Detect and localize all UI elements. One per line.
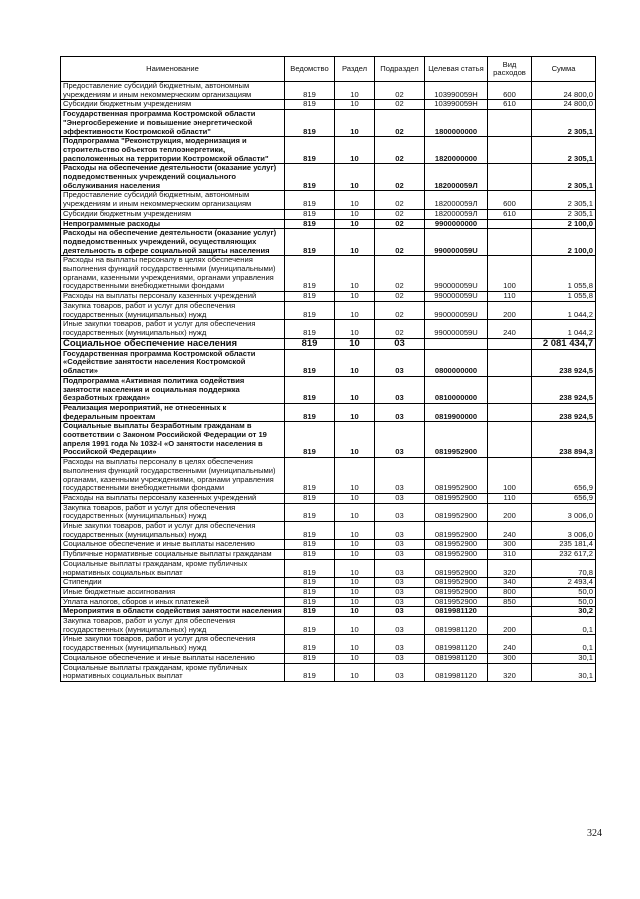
cell-celevaya-statya: 990000059U xyxy=(425,292,488,302)
table-row xyxy=(61,578,596,588)
cell-vid-raskhodov xyxy=(488,219,532,229)
cell-name: Расходы на выплаты персоналу казенных учреждений xyxy=(61,292,285,302)
cell-podrazdel: 03 xyxy=(375,559,425,577)
cell-summa: 2 100,0 xyxy=(532,229,596,256)
table-row xyxy=(61,349,596,376)
cell-name: Иные бюджетные ассигнования xyxy=(61,587,285,597)
cell-name: Реализация мероприятий, не отнесенных к федеральным проектам xyxy=(61,403,285,421)
cell-vid-raskhodov: 300 xyxy=(488,540,532,550)
cell-vid-raskhodov: 610 xyxy=(488,100,532,110)
cell-name: Социальные выплаты гражданам, кроме публичных нормативных социальных выплат xyxy=(61,559,285,577)
cell-name: Предоставление субсидий бюджетным, автономным учреждениям и иным некоммерческим организациям xyxy=(61,191,285,209)
cell-celevaya-statya: 0819952900 xyxy=(425,458,488,494)
cell-vid-raskhodov: 850 xyxy=(488,597,532,607)
cell-name: Социальные выплаты гражданам, кроме публичных нормативных социальных выплат xyxy=(61,663,285,681)
cell-podrazdel: 03 xyxy=(375,349,425,376)
cell-celevaya-statya: 0819952900 xyxy=(425,559,488,577)
cell-summa: 2 493,4 xyxy=(532,578,596,588)
cell-summa: 2 305,1 xyxy=(532,209,596,219)
cell-podrazdel: 03 xyxy=(375,522,425,540)
cell-celevaya-statya: 0819952900 xyxy=(425,522,488,540)
cell-razdel: 10 xyxy=(335,663,375,681)
table-row xyxy=(61,403,596,421)
cell-vedomstvo: 819 xyxy=(285,587,335,597)
cell-podrazdel: 02 xyxy=(375,191,425,209)
cell-vedomstvo: 819 xyxy=(285,219,335,229)
cell-name: Расходы на выплаты персоналу в целях обеспечения выполнения функций государственными (муниципальными) органами, казенными учреждениями, органами управления государственными внебюджетными фондами xyxy=(61,256,285,292)
cell-razdel: 10 xyxy=(335,137,375,164)
cell-vedomstvo: 819 xyxy=(285,229,335,256)
cell-podrazdel: 03 xyxy=(375,578,425,588)
cell-podrazdel: 02 xyxy=(375,110,425,137)
cell-razdel: 10 xyxy=(335,338,375,349)
cell-celevaya-statya: 9900000000 xyxy=(425,219,488,229)
cell-celevaya-statya: 0819981120 xyxy=(425,617,488,635)
cell-vid-raskhodov xyxy=(488,607,532,617)
cell-celevaya-statya: 103990059Н xyxy=(425,82,488,100)
cell-vid-raskhodov: 110 xyxy=(488,493,532,503)
header-podrazdel: Подраздел xyxy=(375,57,425,82)
cell-summa: 656,9 xyxy=(532,458,596,494)
cell-vedomstvo: 819 xyxy=(285,256,335,292)
cell-podrazdel: 03 xyxy=(375,550,425,560)
cell-razdel: 10 xyxy=(335,503,375,521)
cell-summa: 2 305,1 xyxy=(532,110,596,137)
cell-summa: 238 894,3 xyxy=(532,422,596,458)
cell-celevaya-statya xyxy=(425,338,488,349)
cell-vid-raskhodov xyxy=(488,403,532,421)
table-row xyxy=(61,256,596,292)
table-row xyxy=(61,229,596,256)
cell-razdel: 10 xyxy=(335,607,375,617)
cell-summa: 1 044,2 xyxy=(532,320,596,338)
header-razdel: Раздел xyxy=(335,57,375,82)
cell-summa: 24 800,0 xyxy=(532,100,596,110)
cell-razdel: 10 xyxy=(335,191,375,209)
cell-name: Предоставление субсидий бюджетным, автономным учреждениям и иным некоммерческим организациям xyxy=(61,82,285,100)
cell-name: Социальное обеспечение населения xyxy=(61,338,285,349)
cell-razdel: 10 xyxy=(335,301,375,319)
cell-razdel: 10 xyxy=(335,219,375,229)
cell-razdel: 10 xyxy=(335,635,375,653)
budget-table-page xyxy=(60,56,595,682)
cell-celevaya-statya: 0819952900 xyxy=(425,578,488,588)
cell-podrazdel: 02 xyxy=(375,137,425,164)
cell-celevaya-statya: 0819981120 xyxy=(425,635,488,653)
cell-vid-raskhodov: 340 xyxy=(488,578,532,588)
cell-vedomstvo: 819 xyxy=(285,550,335,560)
cell-celevaya-statya: 990000059U xyxy=(425,256,488,292)
cell-celevaya-statya: 182000059Л xyxy=(425,209,488,219)
table-row xyxy=(61,137,596,164)
cell-name: Субсидии бюджетным учреждениям xyxy=(61,209,285,219)
table-row xyxy=(61,82,596,100)
cell-celevaya-statya: 0819952900 xyxy=(425,422,488,458)
cell-celevaya-statya: 0819981120 xyxy=(425,663,488,681)
cell-celevaya-statya: 990000059U xyxy=(425,229,488,256)
cell-summa: 30,1 xyxy=(532,653,596,663)
cell-razdel: 10 xyxy=(335,522,375,540)
table-row xyxy=(61,559,596,577)
cell-celevaya-statya: 990000059U xyxy=(425,301,488,319)
cell-celevaya-statya: 103990059Н xyxy=(425,100,488,110)
cell-summa: 238 924,5 xyxy=(532,349,596,376)
table-row xyxy=(61,653,596,663)
cell-razdel: 10 xyxy=(335,403,375,421)
cell-vedomstvo: 819 xyxy=(285,522,335,540)
cell-podrazdel: 02 xyxy=(375,164,425,191)
cell-razdel: 10 xyxy=(335,540,375,550)
cell-vid-raskhodov xyxy=(488,164,532,191)
cell-podrazdel: 03 xyxy=(375,376,425,403)
cell-podrazdel: 02 xyxy=(375,82,425,100)
cell-podrazdel: 02 xyxy=(375,320,425,338)
cell-summa: 1 055,8 xyxy=(532,256,596,292)
table-row xyxy=(61,338,596,349)
cell-podrazdel: 02 xyxy=(375,209,425,219)
cell-vedomstvo: 819 xyxy=(285,607,335,617)
cell-vedomstvo: 819 xyxy=(285,100,335,110)
budget-table xyxy=(60,56,596,682)
cell-summa: 232 617,2 xyxy=(532,550,596,560)
cell-vid-raskhodov: 200 xyxy=(488,503,532,521)
cell-vid-raskhodov: 100 xyxy=(488,458,532,494)
cell-summa: 3 006,0 xyxy=(532,503,596,521)
cell-podrazdel: 02 xyxy=(375,229,425,256)
cell-name: Социальное обеспечение и иные выплаты населению xyxy=(61,540,285,550)
cell-summa: 2 081 434,7 xyxy=(532,338,596,349)
table-row xyxy=(61,209,596,219)
cell-razdel: 10 xyxy=(335,100,375,110)
cell-vedomstvo: 819 xyxy=(285,597,335,607)
cell-vedomstvo: 819 xyxy=(285,349,335,376)
table-row xyxy=(61,376,596,403)
cell-celevaya-statya: 0819981120 xyxy=(425,607,488,617)
cell-summa: 50,0 xyxy=(532,587,596,597)
cell-vedomstvo: 819 xyxy=(285,320,335,338)
cell-vid-raskhodov: 600 xyxy=(488,82,532,100)
cell-name: Мероприятия в области содействия занятости населения xyxy=(61,607,285,617)
cell-vedomstvo: 819 xyxy=(285,376,335,403)
cell-podrazdel: 02 xyxy=(375,256,425,292)
table-row xyxy=(61,587,596,597)
cell-summa: 0,1 xyxy=(532,617,596,635)
cell-podrazdel: 03 xyxy=(375,617,425,635)
cell-celevaya-statya: 0819952900 xyxy=(425,597,488,607)
cell-summa: 1 044,2 xyxy=(532,301,596,319)
table-row xyxy=(61,663,596,681)
cell-celevaya-statya: 0819900000 xyxy=(425,403,488,421)
cell-vid-raskhodov: 800 xyxy=(488,587,532,597)
table-header-row xyxy=(61,57,596,82)
cell-summa: 2 100,0 xyxy=(532,219,596,229)
table-row xyxy=(61,635,596,653)
cell-vid-raskhodov: 600 xyxy=(488,191,532,209)
cell-vid-raskhodov: 320 xyxy=(488,559,532,577)
cell-vid-raskhodov: 610 xyxy=(488,209,532,219)
cell-vid-raskhodov xyxy=(488,422,532,458)
cell-name: Закупка товаров, работ и услуг для обеспечения государственных (муниципальных) нужд xyxy=(61,617,285,635)
cell-summa: 0,1 xyxy=(532,635,596,653)
cell-name: Расходы на обеспечение деятельности (оказание услуг) подведомственных учреждений социального обслуживания населения xyxy=(61,164,285,191)
table-row xyxy=(61,522,596,540)
table-row xyxy=(61,493,596,503)
cell-vedomstvo: 819 xyxy=(285,110,335,137)
cell-razdel: 10 xyxy=(335,578,375,588)
table-row xyxy=(61,320,596,338)
cell-vedomstvo: 819 xyxy=(285,493,335,503)
cell-razdel: 10 xyxy=(335,82,375,100)
table-row xyxy=(61,458,596,494)
cell-razdel: 10 xyxy=(335,597,375,607)
cell-vedomstvo: 819 xyxy=(285,338,335,349)
cell-summa: 238 924,5 xyxy=(532,403,596,421)
cell-vedomstvo: 819 xyxy=(285,458,335,494)
cell-podrazdel: 02 xyxy=(375,301,425,319)
cell-celevaya-statya: 1820000000 xyxy=(425,137,488,164)
cell-vedomstvo: 819 xyxy=(285,301,335,319)
cell-summa: 656,9 xyxy=(532,493,596,503)
cell-vid-raskhodov xyxy=(488,376,532,403)
cell-razdel: 10 xyxy=(335,617,375,635)
cell-podrazdel: 02 xyxy=(375,292,425,302)
cell-vedomstvo: 819 xyxy=(285,503,335,521)
cell-summa: 70,8 xyxy=(532,559,596,577)
cell-podrazdel: 03 xyxy=(375,338,425,349)
cell-celevaya-statya: 0819952900 xyxy=(425,587,488,597)
cell-summa: 24 800,0 xyxy=(532,82,596,100)
cell-vid-raskhodov: 240 xyxy=(488,522,532,540)
header-name: Наименование xyxy=(61,57,285,82)
cell-summa: 1 055,8 xyxy=(532,292,596,302)
cell-vid-raskhodov: 200 xyxy=(488,301,532,319)
cell-celevaya-statya: 990000059U xyxy=(425,320,488,338)
cell-vid-raskhodov: 300 xyxy=(488,653,532,663)
cell-vid-raskhodov: 200 xyxy=(488,617,532,635)
cell-vedomstvo: 819 xyxy=(285,164,335,191)
cell-podrazdel: 03 xyxy=(375,493,425,503)
cell-summa: 235 181,4 xyxy=(532,540,596,550)
cell-celevaya-statya: 0810000000 xyxy=(425,376,488,403)
cell-name: Публичные нормативные социальные выплаты гражданам xyxy=(61,550,285,560)
cell-razdel: 10 xyxy=(335,559,375,577)
cell-name: Подпрограмма "Реконструкция, модернизация и строительство объектов теплоэнергетики, расположенных на территории Костромской области" xyxy=(61,137,285,164)
header-vid-raskhodov: Вид расходов xyxy=(488,57,532,82)
cell-summa: 30,1 xyxy=(532,663,596,681)
table-row xyxy=(61,292,596,302)
cell-name: Иные закупки товаров, работ и услуг для обеспечения государственных (муниципальных) нужд xyxy=(61,635,285,653)
cell-razdel: 10 xyxy=(335,229,375,256)
cell-summa: 3 006,0 xyxy=(532,522,596,540)
cell-vedomstvo: 819 xyxy=(285,653,335,663)
cell-vedomstvo: 819 xyxy=(285,578,335,588)
cell-name: Закупка товаров, работ и услуг для обеспечения государственных (муниципальных) нужд xyxy=(61,301,285,319)
cell-razdel: 10 xyxy=(335,422,375,458)
cell-name: Уплата налогов, сборов и иных платежей xyxy=(61,597,285,607)
cell-podrazdel: 03 xyxy=(375,587,425,597)
cell-podrazdel: 03 xyxy=(375,663,425,681)
table-row xyxy=(61,191,596,209)
header-celevaya-statya: Целевая статья xyxy=(425,57,488,82)
cell-summa: 238 924,5 xyxy=(532,376,596,403)
cell-vedomstvo: 819 xyxy=(285,540,335,550)
cell-razdel: 10 xyxy=(335,349,375,376)
cell-vedomstvo: 819 xyxy=(285,292,335,302)
cell-vid-raskhodov: 110 xyxy=(488,292,532,302)
cell-podrazdel: 03 xyxy=(375,422,425,458)
cell-vid-raskhodov: 100 xyxy=(488,256,532,292)
cell-vedomstvo: 819 xyxy=(285,559,335,577)
cell-celevaya-statya: 0819952900 xyxy=(425,493,488,503)
cell-name: Иные закупки товаров, работ и услуг для обеспечения государственных (муниципальных) нужд xyxy=(61,522,285,540)
cell-podrazdel: 02 xyxy=(375,219,425,229)
cell-vid-raskhodov xyxy=(488,110,532,137)
cell-summa: 2 305,1 xyxy=(532,137,596,164)
cell-razdel: 10 xyxy=(335,550,375,560)
cell-name: Расходы на выплаты персоналу в целях обеспечения выполнения функций государственными (муниципальными) органами, казенными учреждениями, органами управления государственными внебюджетными фондами xyxy=(61,458,285,494)
cell-razdel: 10 xyxy=(335,292,375,302)
table-row xyxy=(61,503,596,521)
table-row xyxy=(61,110,596,137)
table-row xyxy=(61,550,596,560)
cell-razdel: 10 xyxy=(335,458,375,494)
cell-celevaya-statya: 1800000000 xyxy=(425,110,488,137)
cell-celevaya-statya: 0819981120 xyxy=(425,653,488,663)
cell-vedomstvo: 819 xyxy=(285,422,335,458)
cell-podrazdel: 02 xyxy=(375,100,425,110)
cell-celevaya-statya: 182000059Л xyxy=(425,164,488,191)
cell-summa: 50,0 xyxy=(532,597,596,607)
cell-celevaya-statya: 0819952900 xyxy=(425,550,488,560)
cell-name: Расходы на выплаты персоналу казенных учреждений xyxy=(61,493,285,503)
table-row xyxy=(61,301,596,319)
cell-razdel: 10 xyxy=(335,209,375,219)
cell-summa: 30,2 xyxy=(532,607,596,617)
cell-razdel: 10 xyxy=(335,110,375,137)
page-number: 324 xyxy=(587,828,602,839)
cell-podrazdel: 03 xyxy=(375,653,425,663)
cell-vid-raskhodov xyxy=(488,229,532,256)
cell-name: Государственная программа Костромской области "Энергосбережение и повышение энергетической эффективности Костромской области" xyxy=(61,110,285,137)
cell-vedomstvo: 819 xyxy=(285,191,335,209)
table-row xyxy=(61,164,596,191)
cell-razdel: 10 xyxy=(335,653,375,663)
table-row xyxy=(61,422,596,458)
cell-vid-raskhodov: 240 xyxy=(488,320,532,338)
cell-razdel: 10 xyxy=(335,376,375,403)
cell-summa: 2 305,1 xyxy=(532,164,596,191)
cell-vid-raskhodov xyxy=(488,349,532,376)
cell-vedomstvo: 819 xyxy=(285,663,335,681)
cell-vid-raskhodov: 310 xyxy=(488,550,532,560)
cell-vedomstvo: 819 xyxy=(285,137,335,164)
cell-celevaya-statya: 0819952900 xyxy=(425,540,488,550)
cell-podrazdel: 03 xyxy=(375,540,425,550)
cell-vedomstvo: 819 xyxy=(285,82,335,100)
cell-name: Подпрограмма «Активная политика содействия занятости населения и социальная поддержка безработных граждан» xyxy=(61,376,285,403)
cell-name: Иные закупки товаров, работ и услуг для обеспечения государственных (муниципальных) нужд xyxy=(61,320,285,338)
cell-vedomstvo: 819 xyxy=(285,617,335,635)
cell-razdel: 10 xyxy=(335,256,375,292)
cell-name: Государственная программа Костромской области «Содействие занятости населения Костромской области» xyxy=(61,349,285,376)
cell-vid-raskhodov: 240 xyxy=(488,635,532,653)
cell-name: Закупка товаров, работ и услуг для обеспечения государственных (муниципальных) нужд xyxy=(61,503,285,521)
cell-razdel: 10 xyxy=(335,493,375,503)
cell-razdel: 10 xyxy=(335,320,375,338)
cell-vid-raskhodov xyxy=(488,338,532,349)
cell-vid-raskhodov xyxy=(488,137,532,164)
table-row xyxy=(61,617,596,635)
cell-razdel: 10 xyxy=(335,587,375,597)
cell-name: Расходы на обеспечение деятельности (оказание услуг) подведомственных учреждений, осуществляющих деятельность в сфере социальной защиты населения xyxy=(61,229,285,256)
cell-vid-raskhodov: 320 xyxy=(488,663,532,681)
cell-name: Стипендии xyxy=(61,578,285,588)
cell-vedomstvo: 819 xyxy=(285,209,335,219)
cell-podrazdel: 03 xyxy=(375,503,425,521)
cell-podrazdel: 03 xyxy=(375,607,425,617)
cell-podrazdel: 03 xyxy=(375,597,425,607)
cell-name: Социальное обеспечение и иные выплаты населению xyxy=(61,653,285,663)
header-vedomstvo: Ведомство xyxy=(285,57,335,82)
cell-celevaya-statya: 0800000000 xyxy=(425,349,488,376)
header-summa: Сумма xyxy=(532,57,596,82)
cell-name: Социальные выплаты безработным гражданам в соответствии с Законом Российской Федерации от 19 апреля 1991 года № 1032-I «О занятости населения в Российской Федерации» xyxy=(61,422,285,458)
cell-razdel: 10 xyxy=(335,164,375,191)
cell-summa: 2 305,1 xyxy=(532,191,596,209)
cell-name: Непрограммные расходы xyxy=(61,219,285,229)
cell-celevaya-statya: 0819952900 xyxy=(425,503,488,521)
cell-vedomstvo: 819 xyxy=(285,635,335,653)
cell-vedomstvo: 819 xyxy=(285,403,335,421)
cell-podrazdel: 03 xyxy=(375,635,425,653)
cell-celevaya-statya: 182000059Л xyxy=(425,191,488,209)
cell-name: Субсидии бюджетным учреждениям xyxy=(61,100,285,110)
cell-podrazdel: 03 xyxy=(375,458,425,494)
cell-podrazdel: 03 xyxy=(375,403,425,421)
